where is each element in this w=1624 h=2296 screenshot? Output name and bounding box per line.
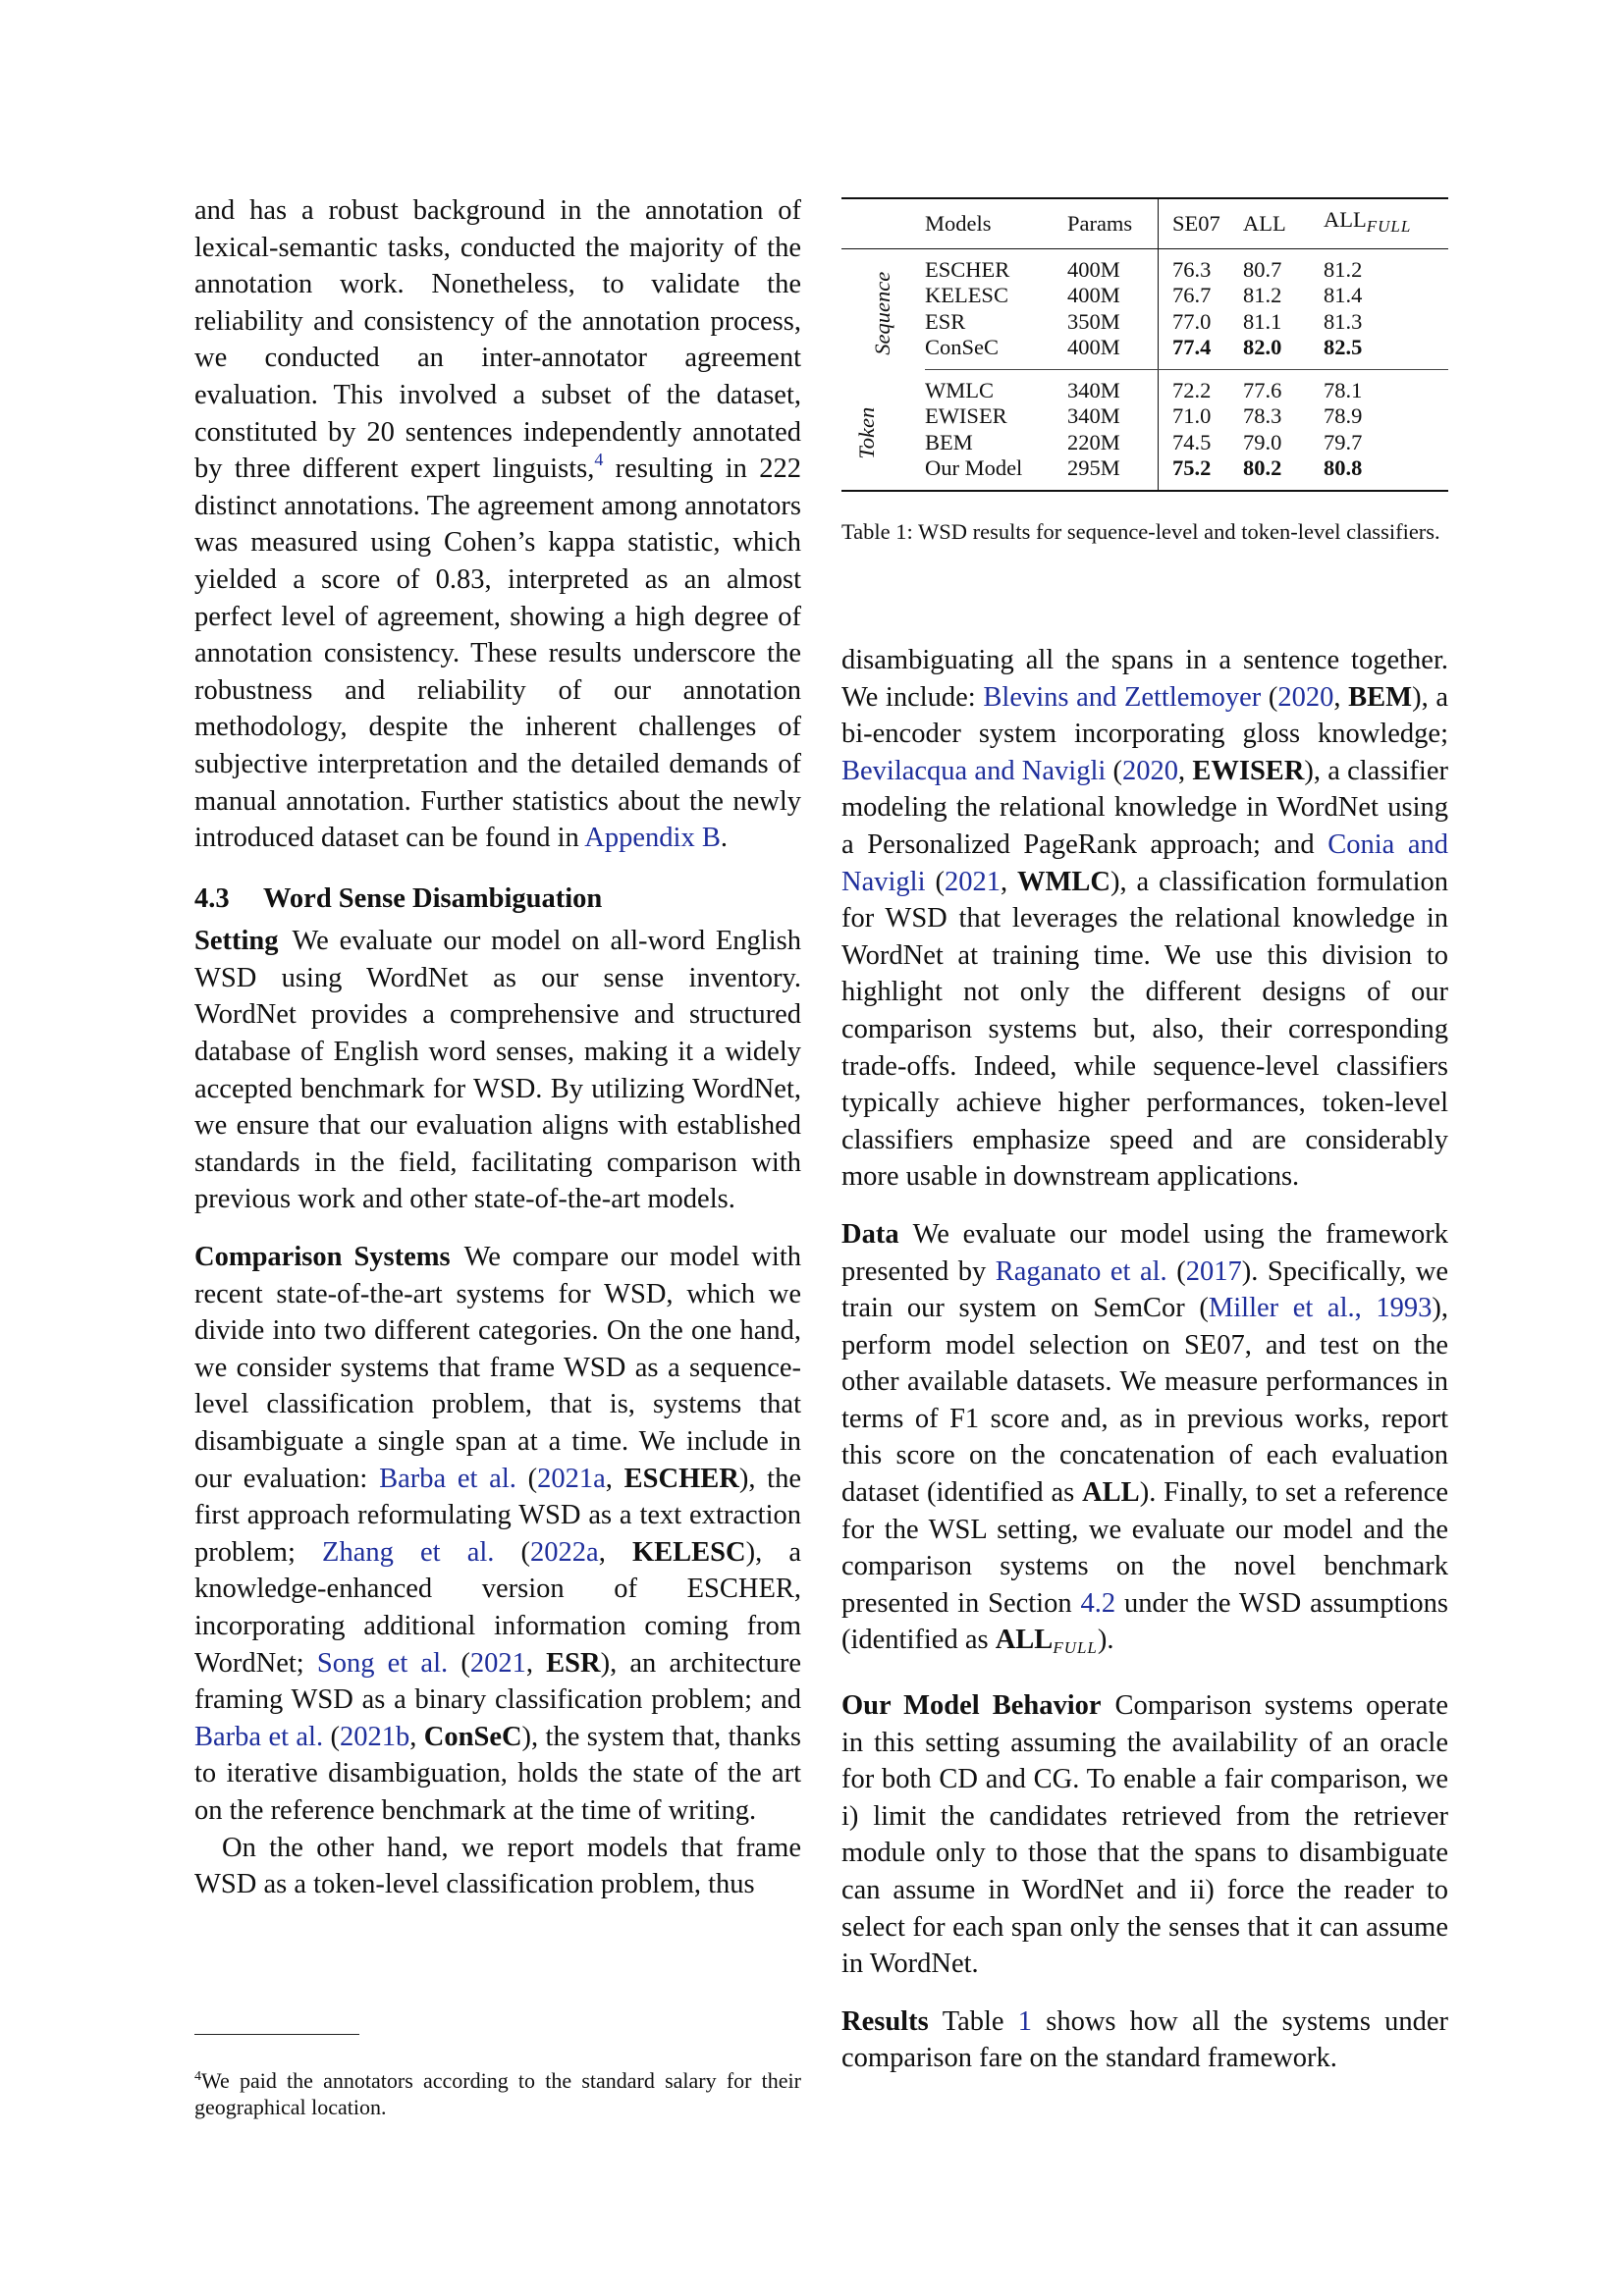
results-heading: Results	[841, 2005, 929, 2037]
citation-link[interactable]: Raganato et al.	[995, 1255, 1167, 1287]
table-ref-link[interactable]: 1	[1017, 2005, 1033, 2037]
results-table-block	[841, 197, 1448, 546]
paragraph-results: Results Table 1 shows how all the systems under comparison fare on the standard framework.	[841, 2005, 1448, 2074]
footnote-marker[interactable]: 4	[594, 450, 604, 470]
citation-year-link[interactable]: 2021	[469, 1647, 526, 1679]
section-heading	[194, 881, 801, 918]
appendix-link[interactable]: Appendix B	[584, 823, 721, 854]
data-heading: Data	[841, 1218, 899, 1250]
header-params: Params	[1067, 198, 1159, 248]
citation-year-link[interactable]: 2021a	[537, 1463, 606, 1494]
citation-link[interactable]: Blevins and Zettlemoyer	[983, 681, 1262, 713]
citation-year-link[interactable]: 2020	[1122, 755, 1178, 786]
paragraph-token-systems: disambiguating all the spans in a sentence together. We include: Blevins and Zettlemoyer (2020, BEM), a bi-encoder system incorporating gloss knowledge; Bevilacqua and Navigli (2020, EWISER), a classifier modeling the relational knowledge in WordNet using a Personalized PageRank approach; and Conia and Navigli (2021, WMLC), a classification formulation for WSD that leverages the relational knowledge in WordNet at training time. We use this division to highlight not only the different designs of our comparison systems but, also, their corresponding trade-offs. Indeed, while sequence-level classifiers typically achieve higher performances, token-level classifiers emphasize speed and are considerably more usable in downstream applications.	[841, 645, 1448, 1193]
table-row: ESR 350M 77.0 81.1 81.3	[924, 308, 1363, 334]
setting-heading: Setting	[194, 926, 279, 957]
citation-year-link[interactable]: 2017	[1185, 1255, 1242, 1287]
header-all: ALL	[1243, 198, 1324, 248]
paragraph-data: Data We evaluate our model using the framework presented by Raganato et al. (2017). Specifically, we train our system on SemCor (Miller et al., 1993), perform model selection on SE07, and test on the other available datasets. We measure performances in terms of F1 score and, as in previous works, report this score on the concatenation of each evaluation dataset (identified as ALL). Finally, to set a reference for the WSL setting, we evaluate our model and the comparison systems on the novel benchmark presented in Section 4.2 under the WSD assumptions (identified as $ALL_{FULL}$).	[841, 1218, 1448, 1658]
table-row: EWISER 340M 71.0 78.3 78.9	[924, 403, 1363, 428]
footnote-number: 4	[194, 2069, 201, 2084]
table-row: KELESC 400M 76.7 81.2 81.4	[924, 283, 1363, 307]
table-caption: Table 1: WSD results for sequence-level and token-level classifiers.	[841, 518, 1440, 544]
group-label-token: Token	[854, 406, 880, 459]
table-row: Token WMLC 340M 72.2 77.6 78.1	[841, 369, 1448, 403]
paragraph-model-behavior: Our Model Behavior Comparison systems operate in this setting assuming the availability of an oracle for both CD and CG. To enable a fair comparison, we i) limit the candidates retrieved from the retriever module only to those that the spans to disambiguate can assume in WordNet and ii) force the reader to select for each span only the senses that it can assume in WordNet.	[841, 1690, 1448, 1980]
footnote-text: We paid the annotators according to the standard salary for their geographical location.	[194, 2068, 801, 2119]
header-models: Models	[925, 198, 1067, 248]
citation-year-link[interactable]: 2021	[944, 866, 1001, 897]
left-column	[194, 192, 801, 1903]
table-row: Sequence ESCHER 400M 76.3 80.7 81.2	[841, 248, 1448, 283]
paragraph-comparison-systems: Comparison Systems We compare our model with recent state-of-the-art systems for WSD, which we divide into two different categories. On the one hand, we consider systems that frame WSD as a sequence-level classification problem, that is, systems that disambiguate a single span at a time. We include in our evaluation: Barba et al. (2021a, ESCHER), the first approach reformulating WSD as a text extraction problem; Zhang et al. (2022a, KELESC), a knowledge-enhanced version of ESCHER, incorporating additional information coming from WordNet; Song et al. (2021, ESR), an architecture framing WSD as a binary classification problem; and Barba et al. (2021b, ConSeC), the system that, thanks to iterative disambiguation, holds the state of the art on the reference benchmark at the time of writing.	[194, 1242, 802, 1826]
section-number: 4.3	[194, 882, 230, 914]
citation-link[interactable]: Miller et al., 1993	[1208, 1293, 1433, 1324]
group-label-sequence: Sequence	[870, 271, 895, 355]
citation-link[interactable]: Zhang et al.	[322, 1536, 495, 1568]
footnote	[194, 2067, 801, 2120]
citation-link[interactable]: Barba et al.	[194, 1721, 324, 1752]
table-row: BEM 220M 74.5 79.0 79.7	[924, 429, 1363, 454]
paragraph-token-level: On the other hand, we report models that frame WSD as a token-level classification problem, thus	[194, 1832, 801, 1900]
table-header-row	[841, 198, 1448, 248]
right-column	[841, 642, 1448, 2077]
citation-link[interactable]: Song et al.	[316, 1647, 449, 1679]
section-ref-link[interactable]: 4.2	[1080, 1587, 1116, 1619]
table-row: Our Model 295M 75.2 80.2 80.8	[841, 455, 1448, 491]
citation-year-link[interactable]: 2021b	[340, 1721, 410, 1752]
header-all-full: $ALL_{FULL}$	[1324, 198, 1448, 248]
comparison-heading: Comparison Systems	[194, 1242, 451, 1273]
citation-link[interactable]: Barba et al.	[379, 1463, 516, 1494]
section-title: Word Sense Disambiguation	[263, 882, 603, 914]
citation-year-link[interactable]: 2020	[1277, 681, 1334, 713]
paragraph-annotation-agreement: and has a robust background in the annotation of lexical-semantic tasks, conducted the majority of the annotation work. Nonetheless, to validate the reliability and consistency of the annotation process, we conducted an inter-annotator agreement evaluation. This involved a subset of the dataset, constituted by 20 sentences independently annotated by three different expert linguists,$^4$ resulting in 222 distinct annotations. The agreement among annotators was measured using Cohen’s kappa statistic, which yielded a score of 0.83, interpreted as an almost perfect level of agreement, showing a high degree of annotation consistency. These results underscore the robustness and reliability of our annotation methodology, despite the inherent challenges of subjective interpretation and the detailed demands of manual annotation. Further statistics about the newly introduced dataset can be found in Appendix B.	[194, 195, 802, 854]
citation-link[interactable]: Conia and Navigli	[841, 828, 1448, 897]
behavior-heading: Our Model Behavior	[841, 1690, 1102, 1722]
footnote-rule	[194, 2034, 359, 2035]
group-label-cell	[841, 369, 925, 491]
paragraph-setting: Setting We evaluate our model on all-word English WSD using WordNet as our sense inventory. WordNet provides a comprehensive and structured database of English word senses, making it a widely accepted benchmark for WSD. By utilizing WordNet, we ensure that our evaluation aligns with established standards in the field, facilitating comparison with previous work and other state-of-the-art models.	[194, 926, 801, 1215]
group-label-cell	[841, 248, 925, 369]
results-table	[841, 197, 1448, 492]
header-se07: SE07	[1158, 198, 1243, 248]
citation-link[interactable]: Bevilacqua and Navigli	[841, 755, 1107, 786]
citation-year-link[interactable]: 2022a	[530, 1536, 599, 1568]
table-row: ConSeC 400M 77.4 82.0 82.5	[841, 335, 1448, 369]
